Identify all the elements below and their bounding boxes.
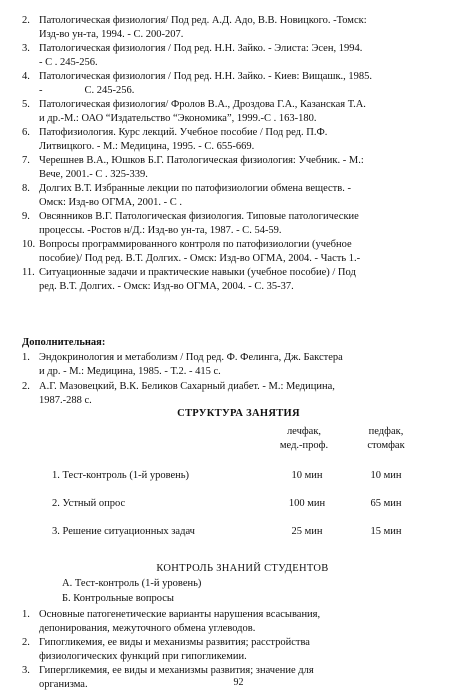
question-number: 3.	[22, 665, 30, 676]
reference-line: Омск: Изд-во ОГМА, 2001. - С .	[39, 196, 182, 208]
structure-row-value-pedfak: 15 мин	[370, 526, 402, 537]
control-subitem-a: А. Тест-контроль (1-й уровень)	[62, 578, 202, 589]
structure-row-value-pedfak: 65 мин	[370, 498, 402, 509]
reference-number: 3.	[22, 43, 30, 54]
reference-line: Патологическая физиология/ Фролов В.А., Дроздова Г.А., Казанская Т.А.	[39, 99, 366, 110]
reference-line: Вече, 2001.- С . 325-339.	[39, 168, 148, 180]
reference-line: и др.-М.: ОАО “Издательство “Экономика”, 1999.-С . 163-180.	[39, 112, 317, 124]
reference-line: и др. - М.: Медицина, 1985. - Т.2. - 415 с.	[39, 365, 221, 377]
structure-row-value-pedfak: 10 мин	[370, 470, 402, 481]
reference-number: 4.	[22, 71, 30, 82]
reference-number: 9.	[22, 211, 30, 222]
reference-item	[22, 154, 422, 181]
reference-number: 1.	[22, 352, 30, 363]
question-number: 2.	[22, 637, 30, 648]
column-header-pedfak	[346, 425, 426, 452]
question-line: организма.	[39, 678, 88, 690]
additional-reference-item	[22, 351, 422, 378]
control-question	[22, 608, 422, 635]
reference-line: Овсянников В.Г. Патологическая физиология. Типовые патологические	[39, 211, 359, 222]
reference-line: Эндокринология и метаболизм / Под ред. Ф. Фелинга, Дж. Бакстера	[39, 352, 343, 363]
reference-number: 2.	[22, 15, 30, 26]
reference-line: Черешнев В.А., Юшков Б.Г. Патологическая физиология: Учебник. - М.:	[39, 155, 364, 166]
reference-item	[22, 266, 422, 293]
control-title: КОНТРОЛЬ ЗНАНИЙ СТУДЕНТОВ	[156, 563, 329, 574]
reference-number: 7.	[22, 155, 30, 166]
structure-row-label: 2. Устный опрос	[52, 498, 126, 509]
control-subitem-b: Б. Контрольные вопросы	[62, 593, 174, 604]
question-line: Гипергликемия, ее виды и механизмы развития; значение для	[39, 665, 314, 676]
reference-line: ред. В.Т. Долгих. - Омск: Изд-во ОГМА, 2004. - С. 35-37.	[39, 280, 294, 292]
reference-item	[22, 98, 422, 125]
reference-line: Вопросы программированного контроля по патофизиологии (учебное	[39, 239, 352, 250]
reference-item	[22, 42, 422, 69]
reference-line: Долгих В.Т. Избранные лекции по патофизиологии обмена веществ. -	[39, 183, 351, 194]
reference-number: 2.	[22, 381, 30, 392]
structure-title: СТРУКТУРА ЗАНЯТИЯ	[177, 408, 300, 419]
reference-number: 10.	[22, 239, 36, 250]
question-line: физиологических функций при гипогликемии.	[39, 650, 247, 662]
column-header-line: мед.-проф.	[279, 439, 329, 451]
reference-line: Ситуационные задачи и практические навыки (учебное пособие) / Под	[39, 267, 356, 278]
question-line: депонирования, межуточного обмена углеводов.	[39, 622, 256, 634]
reference-number: 11.	[22, 267, 35, 278]
reference-item	[22, 70, 422, 97]
reference-number: 5.	[22, 99, 30, 110]
structure-row-value-lechfak: 25 мин	[291, 526, 323, 537]
reference-line: Изд-во ун-та, 1994. - С. 200-207.	[39, 28, 184, 40]
reference-item	[22, 238, 422, 265]
column-header-line: педфак,	[368, 426, 404, 437]
structure-row-value-lechfak: 100 мин	[288, 498, 326, 509]
reference-item	[22, 182, 422, 209]
reference-line: - С. 245-256.	[39, 84, 135, 96]
reference-line: Патологическая физиология / Под ред. Н.Н. Зайко. - Киев: Вищашк., 1985.	[39, 71, 373, 82]
structure-row-label: 3. Решение ситуационных задач	[52, 526, 195, 537]
reference-line: А.Г. Мазовецкий, В.К. Беликов Сахарный диабет. - М.: Медицина,	[39, 381, 335, 392]
reference-line: Патологическая физиология / Под ред. Н.Н. Зайко. - Элиста: Эсен, 1994.	[39, 43, 363, 54]
reference-number: 6.	[22, 127, 30, 138]
column-header-line: лечфак,	[286, 426, 322, 437]
reference-line: Литвицкого. - М.: Медицина, 1995. - С. 655-669.	[39, 140, 255, 152]
reference-line: Патофизиология. Курс лекций. Учебное пособие / Под ред. П.Ф.	[39, 127, 328, 138]
page-number: 92	[233, 677, 244, 688]
structure-row-label: 1. Тест-контроль (1-й уровень)	[52, 470, 190, 481]
reference-line: - С . 245-256.	[39, 56, 98, 68]
reference-item	[22, 14, 422, 41]
question-number: 1.	[22, 609, 30, 620]
reference-line: пособие)/ Под ред. В.Т. Долгих. - Омск: Изд-во ОГМА, 2004. - Часть 1.-	[39, 252, 361, 264]
additional-reference-item	[22, 380, 422, 407]
column-header-lechfak	[264, 425, 344, 452]
reference-item	[22, 126, 422, 153]
reference-line: процессы. -Ростов н/Д.: Изд-во ун-та, 1987. - С. 54-59.	[39, 224, 282, 236]
reference-item	[22, 210, 422, 237]
question-line: Основные патогенетические варианты нарушения всасывания,	[39, 609, 321, 620]
reference-number: 8.	[22, 183, 30, 194]
column-header-line: стомфак	[367, 439, 405, 451]
reference-line: Патологическая физиология/ Под ред. А.Д. Адо, В.В. Новицкого. -Томск:	[39, 15, 367, 26]
structure-row-value-lechfak: 10 мин	[291, 470, 323, 481]
question-line: Гипогликемия, ее виды и механизмы развития; расстройства	[39, 637, 310, 648]
reference-line: 1987.-288 с.	[39, 394, 92, 406]
control-question	[22, 636, 422, 663]
additional-literature-heading: Дополнительная:	[22, 337, 106, 348]
